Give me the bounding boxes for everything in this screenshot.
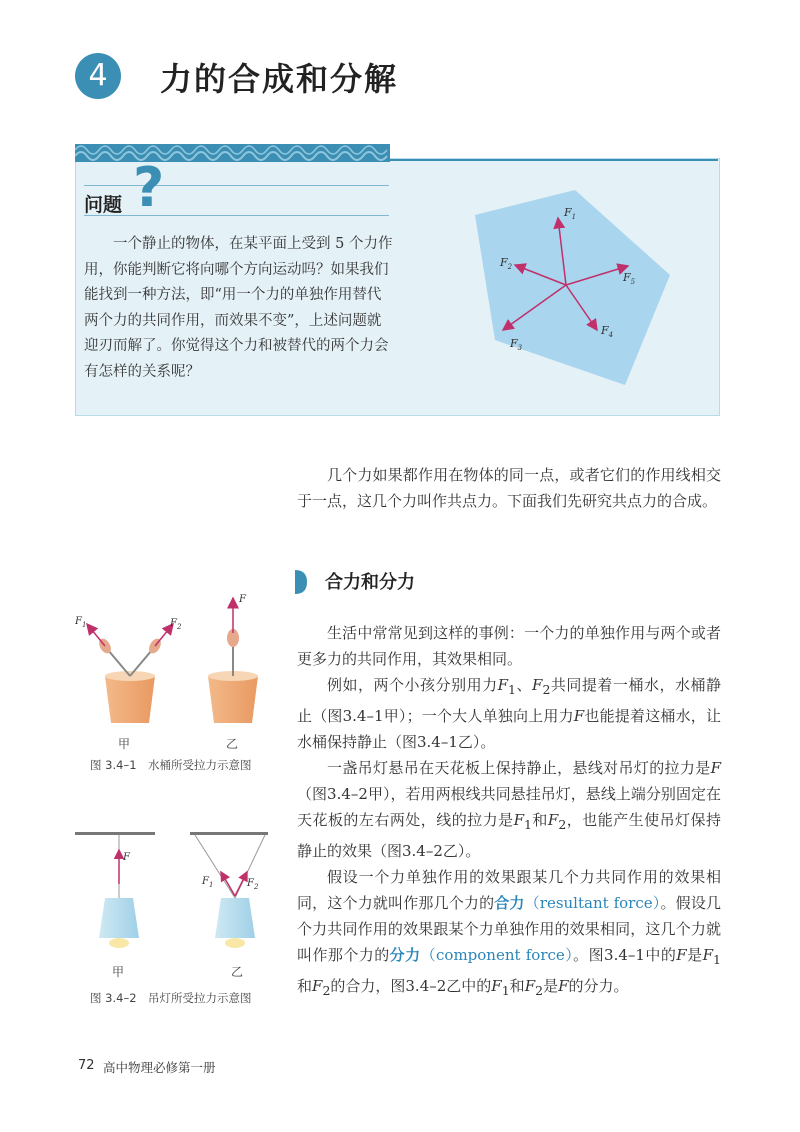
svg-text:F1: $F_1$ xyxy=(202,876,214,889)
question-mark-icon: ? xyxy=(133,156,165,219)
fig1-left-label: 甲 xyxy=(118,737,131,751)
section-marker-icon xyxy=(295,570,307,594)
fig2-caption: 图 3.4–2 吊灯所受拉力示意图 xyxy=(90,991,252,1005)
section-body xyxy=(297,620,721,1004)
paragraph-1: 生活中常常见到这样的事例：一个力的单独作用与两个或者更多力的共同作用，其效果相同。 xyxy=(297,624,721,668)
chapter-number-badge: 4 xyxy=(75,53,121,99)
bucket-right xyxy=(208,594,258,723)
question-rule-bottom xyxy=(84,215,389,216)
paragraph-3: 一盏吊灯悬吊在天花板上保持静止，悬线对吊灯的拉力是F（图3.4–2甲），若用两根线共同悬挂吊灯，悬线上端分别固定在天花板的左右两处，线的拉力是$F_1$和$F_2$，也能产生使吊灯保持静止的效果（图3.4–2乙）。 xyxy=(297,759,721,860)
fig2-right-label: 乙 xyxy=(231,965,244,979)
section-title: 合力和分力 xyxy=(325,572,415,593)
bucket-left xyxy=(75,616,182,723)
question-text: 一个静止的物体，在某平面上受到 5 个力作用，你能判断它将向哪个方向运动吗？如果我们能找到一种方法，即“用一个力的单独作用替代两个力的共同作用，而效果不变”，上述问题就迎刃而解了。你觉得这个力和被替代的两个力会有怎样的关系呢？ xyxy=(84,236,393,380)
term-component-force: 分力 xyxy=(389,946,421,964)
lamp-right xyxy=(190,832,268,948)
bucket-figure xyxy=(75,588,275,738)
paragraph-4: 假设一个力单独作用的效果跟某几个力共同作用的效果相同，这个力就叫作那几个力的合力（resultant force）。假设几个力共同作用的效果跟某个力单独作用的效果相同，这几个力就叫作那个力的分力（component force）。图3.4–1中的F是$F_1$和$F_2$的合力，图3.4–2乙中的$F_1$和$F_2$是F的分力。 xyxy=(297,868,721,998)
paragraph-2: 例如，两个小孩分别用力$F_1$、$F_2$共同提着一桶水，水桶静止（图3.4–1甲）；一个大人单独向上用力F也能提着这桶水，让水桶保持静止（图3.4–1乙）。 xyxy=(297,676,721,751)
chapter-title: 力的合成和分解 xyxy=(160,60,399,98)
box-top-rule xyxy=(390,159,718,161)
term-resultant-force: 合力 xyxy=(494,894,525,912)
svg-text:F1: $F_1$ xyxy=(75,616,87,629)
fig2-left-label: 甲 xyxy=(112,965,125,979)
question-rule-top xyxy=(84,185,389,186)
fig1-right-label: 乙 xyxy=(226,737,239,751)
svg-text:F: F xyxy=(239,594,246,605)
five-forces-figure xyxy=(470,190,670,390)
label-f3: $F_3$ xyxy=(510,337,523,352)
book-title: 高中物理必修第一册 xyxy=(103,1060,216,1075)
fig1-caption: 图 3.4–1 水桶所受拉力示意图 xyxy=(90,758,252,772)
page-number: 72 xyxy=(78,1058,95,1073)
label-f2: $F_2$ xyxy=(500,256,513,271)
question-label: 问题 xyxy=(84,194,123,216)
wave-band xyxy=(75,144,390,162)
lamp-left xyxy=(75,832,155,948)
svg-text:F2: $F_2$ xyxy=(170,618,182,631)
svg-text:F2: $F_2$ xyxy=(247,878,259,891)
label-f4: $F_4$ xyxy=(601,324,614,339)
intro-paragraph: 几个力如果都作用在物体的同一点，或者它们的作用线相交于一点，这几个力叫作共点力。下面我们先研究共点力的合成。 xyxy=(297,466,721,510)
label-f1: $F_1$ xyxy=(564,206,577,221)
label-f5: $F_5$ xyxy=(623,271,636,286)
lamp-figure xyxy=(75,828,275,963)
svg-text:F: F xyxy=(123,852,130,863)
